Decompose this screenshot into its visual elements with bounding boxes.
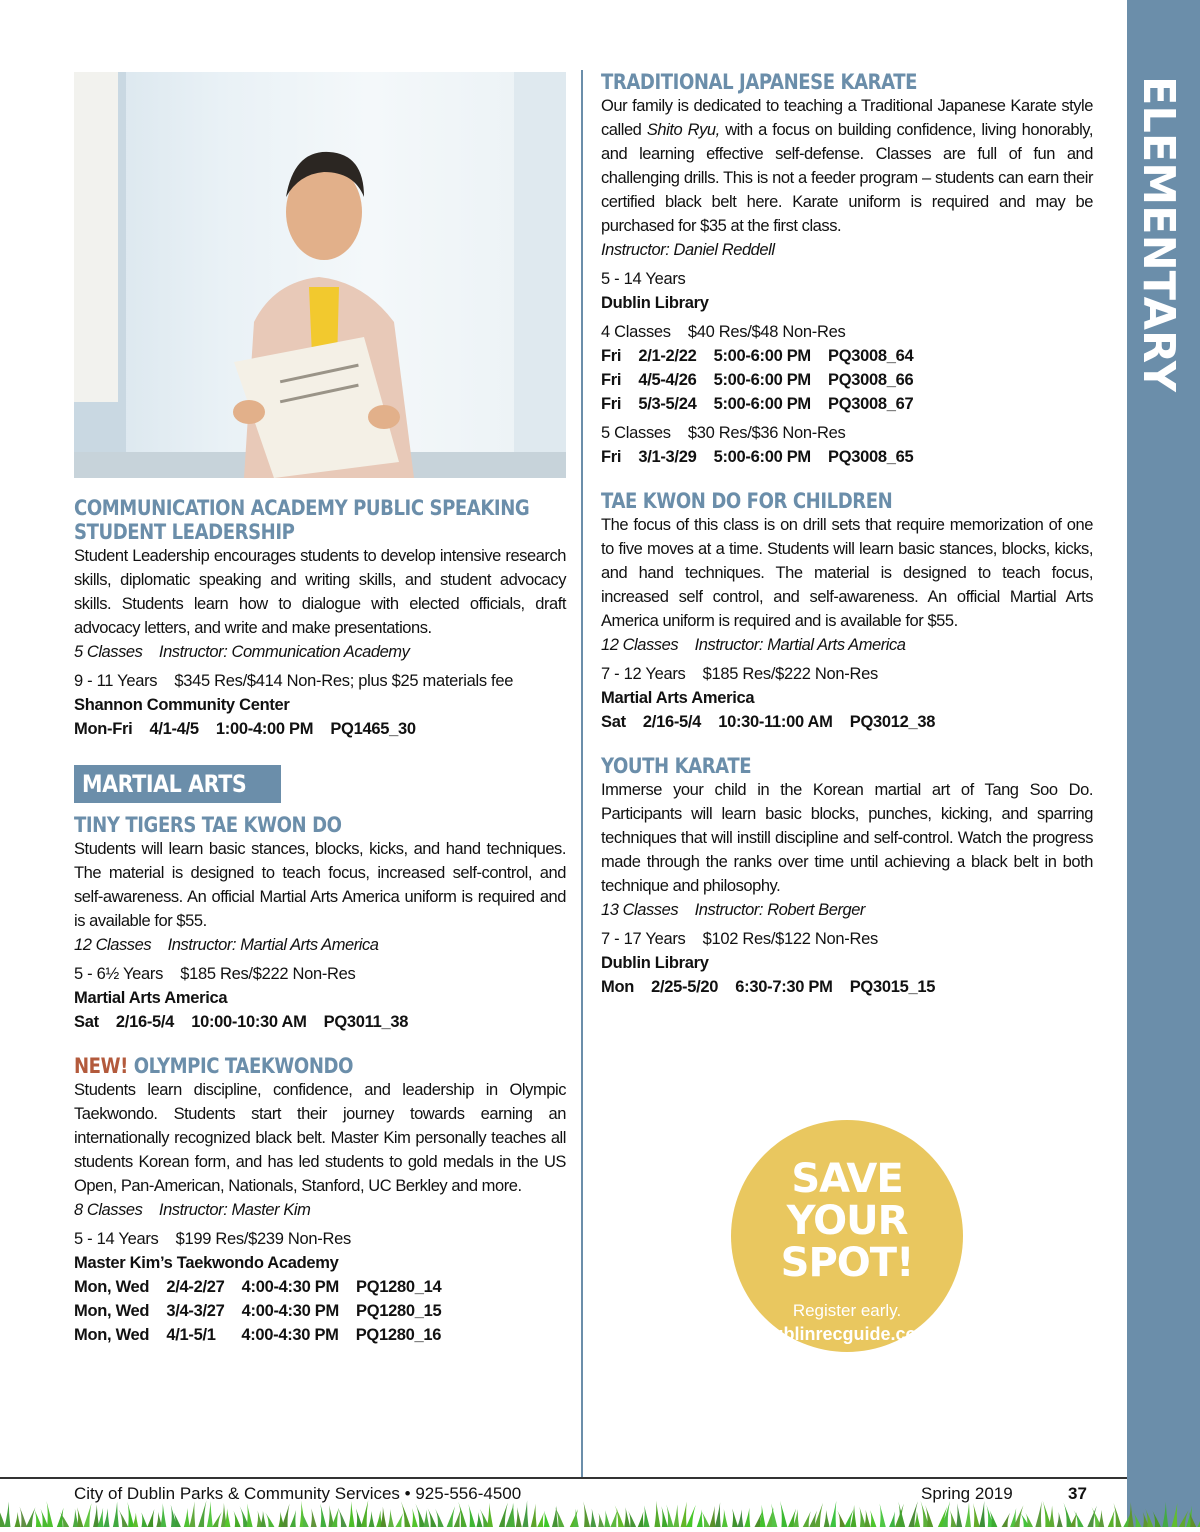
ykarate-description: Immerse your child in the Korean martial art of Tang Soo Do. Participants will learn basic blocks, punches, kicking, and sparring techniques that will instill discipline and self-control. Watch the progress made through the ranks over time until achieving a black belt in both technique and philosophy. bbox=[601, 781, 1093, 895]
comm-title-line2: STUDENT LEADERSHIP bbox=[74, 520, 295, 544]
olympic-session-2: Mon, Wed 3/4-3/27 4:00-4:30 PM PQ1280_15 bbox=[74, 1302, 442, 1320]
tigers-meta: 12 Classes Instructor: Martial Arts America bbox=[74, 936, 379, 954]
badge-line-save: SAVE bbox=[791, 1156, 903, 1202]
right-column bbox=[601, 70, 1093, 999]
youth-karate-block bbox=[601, 754, 1093, 999]
comm-session-1: Mon-Fri 4/1-4/5 1:00-4:00 PM PQ1465_30 bbox=[74, 720, 416, 738]
tigers-location: Martial Arts America bbox=[74, 989, 228, 1007]
tiny-tigers-block bbox=[74, 813, 566, 1034]
jkarate-ages: 5 - 14 Years bbox=[601, 270, 686, 288]
photo-boy-reading bbox=[74, 72, 566, 478]
side-tab-label bbox=[1132, 70, 1192, 400]
ykarate-meta: 13 Classes Instructor: Robert Berger bbox=[601, 901, 865, 919]
olympic-session-3: Mon, Wed 4/1-5/1 4:00-4:30 PM PQ1280_16 bbox=[74, 1326, 442, 1344]
ykarate-location: Dublin Library bbox=[601, 954, 709, 972]
olympic-session-1: Mon, Wed 2/4-2/27 4:00-4:30 PM PQ1280_14 bbox=[74, 1278, 442, 1296]
ykarate-title: YOUTH KARATE bbox=[601, 754, 752, 778]
jkarate-fee-1: 4 Classes $40 Res/$48 Non-Res bbox=[601, 323, 846, 341]
footer-rule bbox=[0, 1477, 1127, 1479]
jkarate-location: Dublin Library bbox=[601, 294, 709, 312]
jkarate-session-4: Fri 3/1-3/29 5:00-6:00 PM PQ3008_65 bbox=[601, 448, 914, 466]
grass-decoration bbox=[0, 1500, 1200, 1527]
badge-register-text: Register early. bbox=[792, 1301, 902, 1320]
comm-ages-fees: 9 - 11 Years $345 Res/$414 Non-Res; plus $25 materials fee bbox=[74, 672, 514, 690]
footer-season: Spring 2019 bbox=[921, 1484, 1013, 1503]
tkd-children-block bbox=[601, 489, 1093, 734]
jkarate-session-1: Fri 2/1-2/22 5:00-6:00 PM PQ3008_64 bbox=[601, 347, 914, 365]
olympic-taekwondo-block bbox=[74, 1054, 566, 1347]
svg-text:ELEMENTARY: ELEMENTARY bbox=[1133, 76, 1184, 399]
olympic-location: Master Kim’s Taekwondo Academy bbox=[74, 1254, 339, 1272]
japanese-karate-block bbox=[601, 70, 1093, 469]
jkarate-title: TRADITIONAL JAPANESE KARATE bbox=[601, 70, 918, 94]
ykarate-session-1: Mon 2/25-5/20 6:30-7:30 PM PQ3015_15 bbox=[601, 978, 936, 996]
tkdc-description: The focus of this class is on drill sets that require memorization of one to five moves at a time. Students will learn basic stances, blocks, kicks, and hand techniques. The material is designed to teach focus, increased self control, and self-awareness. An official Martial Arts America uniform is required and is available for $55. bbox=[601, 516, 1093, 630]
tkdc-meta: 12 Classes Instructor: Martial Arts America bbox=[601, 636, 906, 654]
left-column bbox=[74, 496, 566, 1347]
jkarate-session-2: Fri 4/5-4/26 5:00-6:00 PM PQ3008_66 bbox=[601, 371, 914, 389]
jkarate-description: Our family is dedicated to teaching a Traditional Japanese Karate style called Shito Ryu, with a focus on building confidence, living honorably, and learning effective self-defense. Classes are full of fun and challenging drills. This is not a feeder program – students can earn their certified black belt here. Karate uniform is required and may be purchased for $35 at the first class. bbox=[601, 97, 1094, 235]
footer-org: City of Dublin Parks & Community Services • 925-556-4500 bbox=[74, 1484, 522, 1503]
comm-location: Shannon Community Center bbox=[74, 696, 290, 714]
tigers-title: TINY TIGERS TAE KWON DO bbox=[74, 813, 342, 837]
badge-line-your-spot: YOUR SPOT! bbox=[780, 1198, 914, 1286]
comm-academy-block bbox=[74, 496, 566, 741]
section-label-martial-arts: MARTIAL ARTS bbox=[74, 765, 281, 803]
ykarate-ages-fees: 7 - 17 Years $102 Res/$122 Non-Res bbox=[601, 930, 878, 948]
tkdc-session-1: Sat 2/16-5/4 10:30-11:00 AM PQ3012_38 bbox=[601, 713, 936, 731]
comm-meta: 5 Classes Instructor: Communication Academy bbox=[74, 643, 410, 661]
olympic-description: Students learn discipline, confidence, and leadership in Olympic Taekwondo. Students start their journey towards earning an internationally recognized black belt. Master Kim personally teaches all students Korean form, and has led students to gold medals in the US Open, Pan-American, Nationals, Stanford, UC Berkley and more. bbox=[74, 1081, 566, 1195]
comm-description: Student Leadership encourages students to develop intensive research skills, diplomatic speaking and writing skills, and student advocacy skills. Students learn how to dialogue with elected officials, draft advocacy letters, and write and make presentations. bbox=[74, 547, 566, 637]
comm-title-line1: COMMUNICATION ACADEMY PUBLIC SPEAKING bbox=[74, 496, 530, 520]
tkdc-ages-fees: 7 - 12 Years $185 Res/$222 Non-Res bbox=[601, 665, 878, 683]
jkarate-fee-2: 5 Classes $30 Res/$36 Non-Res bbox=[601, 424, 846, 442]
jkarate-instructor: Instructor: Daniel Reddell bbox=[601, 241, 775, 259]
tigers-description: Students will learn basic stances, blocks, kicks, and hand techniques. The material is designed to teach focus, increased self-control, and self-awareness. An official Martial Arts America uniform is required and is available for $55. bbox=[74, 840, 566, 930]
badge-url-link[interactable]: dublinrecguide.com bbox=[761, 1324, 933, 1344]
column-divider bbox=[581, 70, 583, 1477]
tkdc-location: Martial Arts America bbox=[601, 689, 755, 707]
new-tag: NEW! bbox=[74, 1054, 128, 1078]
tigers-session-1: Sat 2/16-5/4 10:00-10:30 AM PQ3011_38 bbox=[74, 1013, 409, 1031]
tkdc-title: TAE KWON DO FOR CHILDREN bbox=[601, 489, 893, 513]
page-number: 37 bbox=[1068, 1484, 1087, 1503]
jkarate-session-3: Fri 5/3-5/24 5:00-6:00 PM PQ3008_67 bbox=[601, 395, 914, 413]
save-your-spot-badge[interactable] bbox=[731, 1120, 963, 1352]
tigers-ages-fees: 5 - 6½ Years $185 Res/$222 Non-Res bbox=[74, 965, 356, 983]
olympic-title: NEW! OLYMPIC TAEKWONDO bbox=[74, 1054, 354, 1078]
olympic-ages-fees: 5 - 14 Years $199 Res/$239 Non-Res bbox=[74, 1230, 351, 1248]
olympic-meta: 8 Classes Instructor: Master Kim bbox=[74, 1201, 311, 1219]
